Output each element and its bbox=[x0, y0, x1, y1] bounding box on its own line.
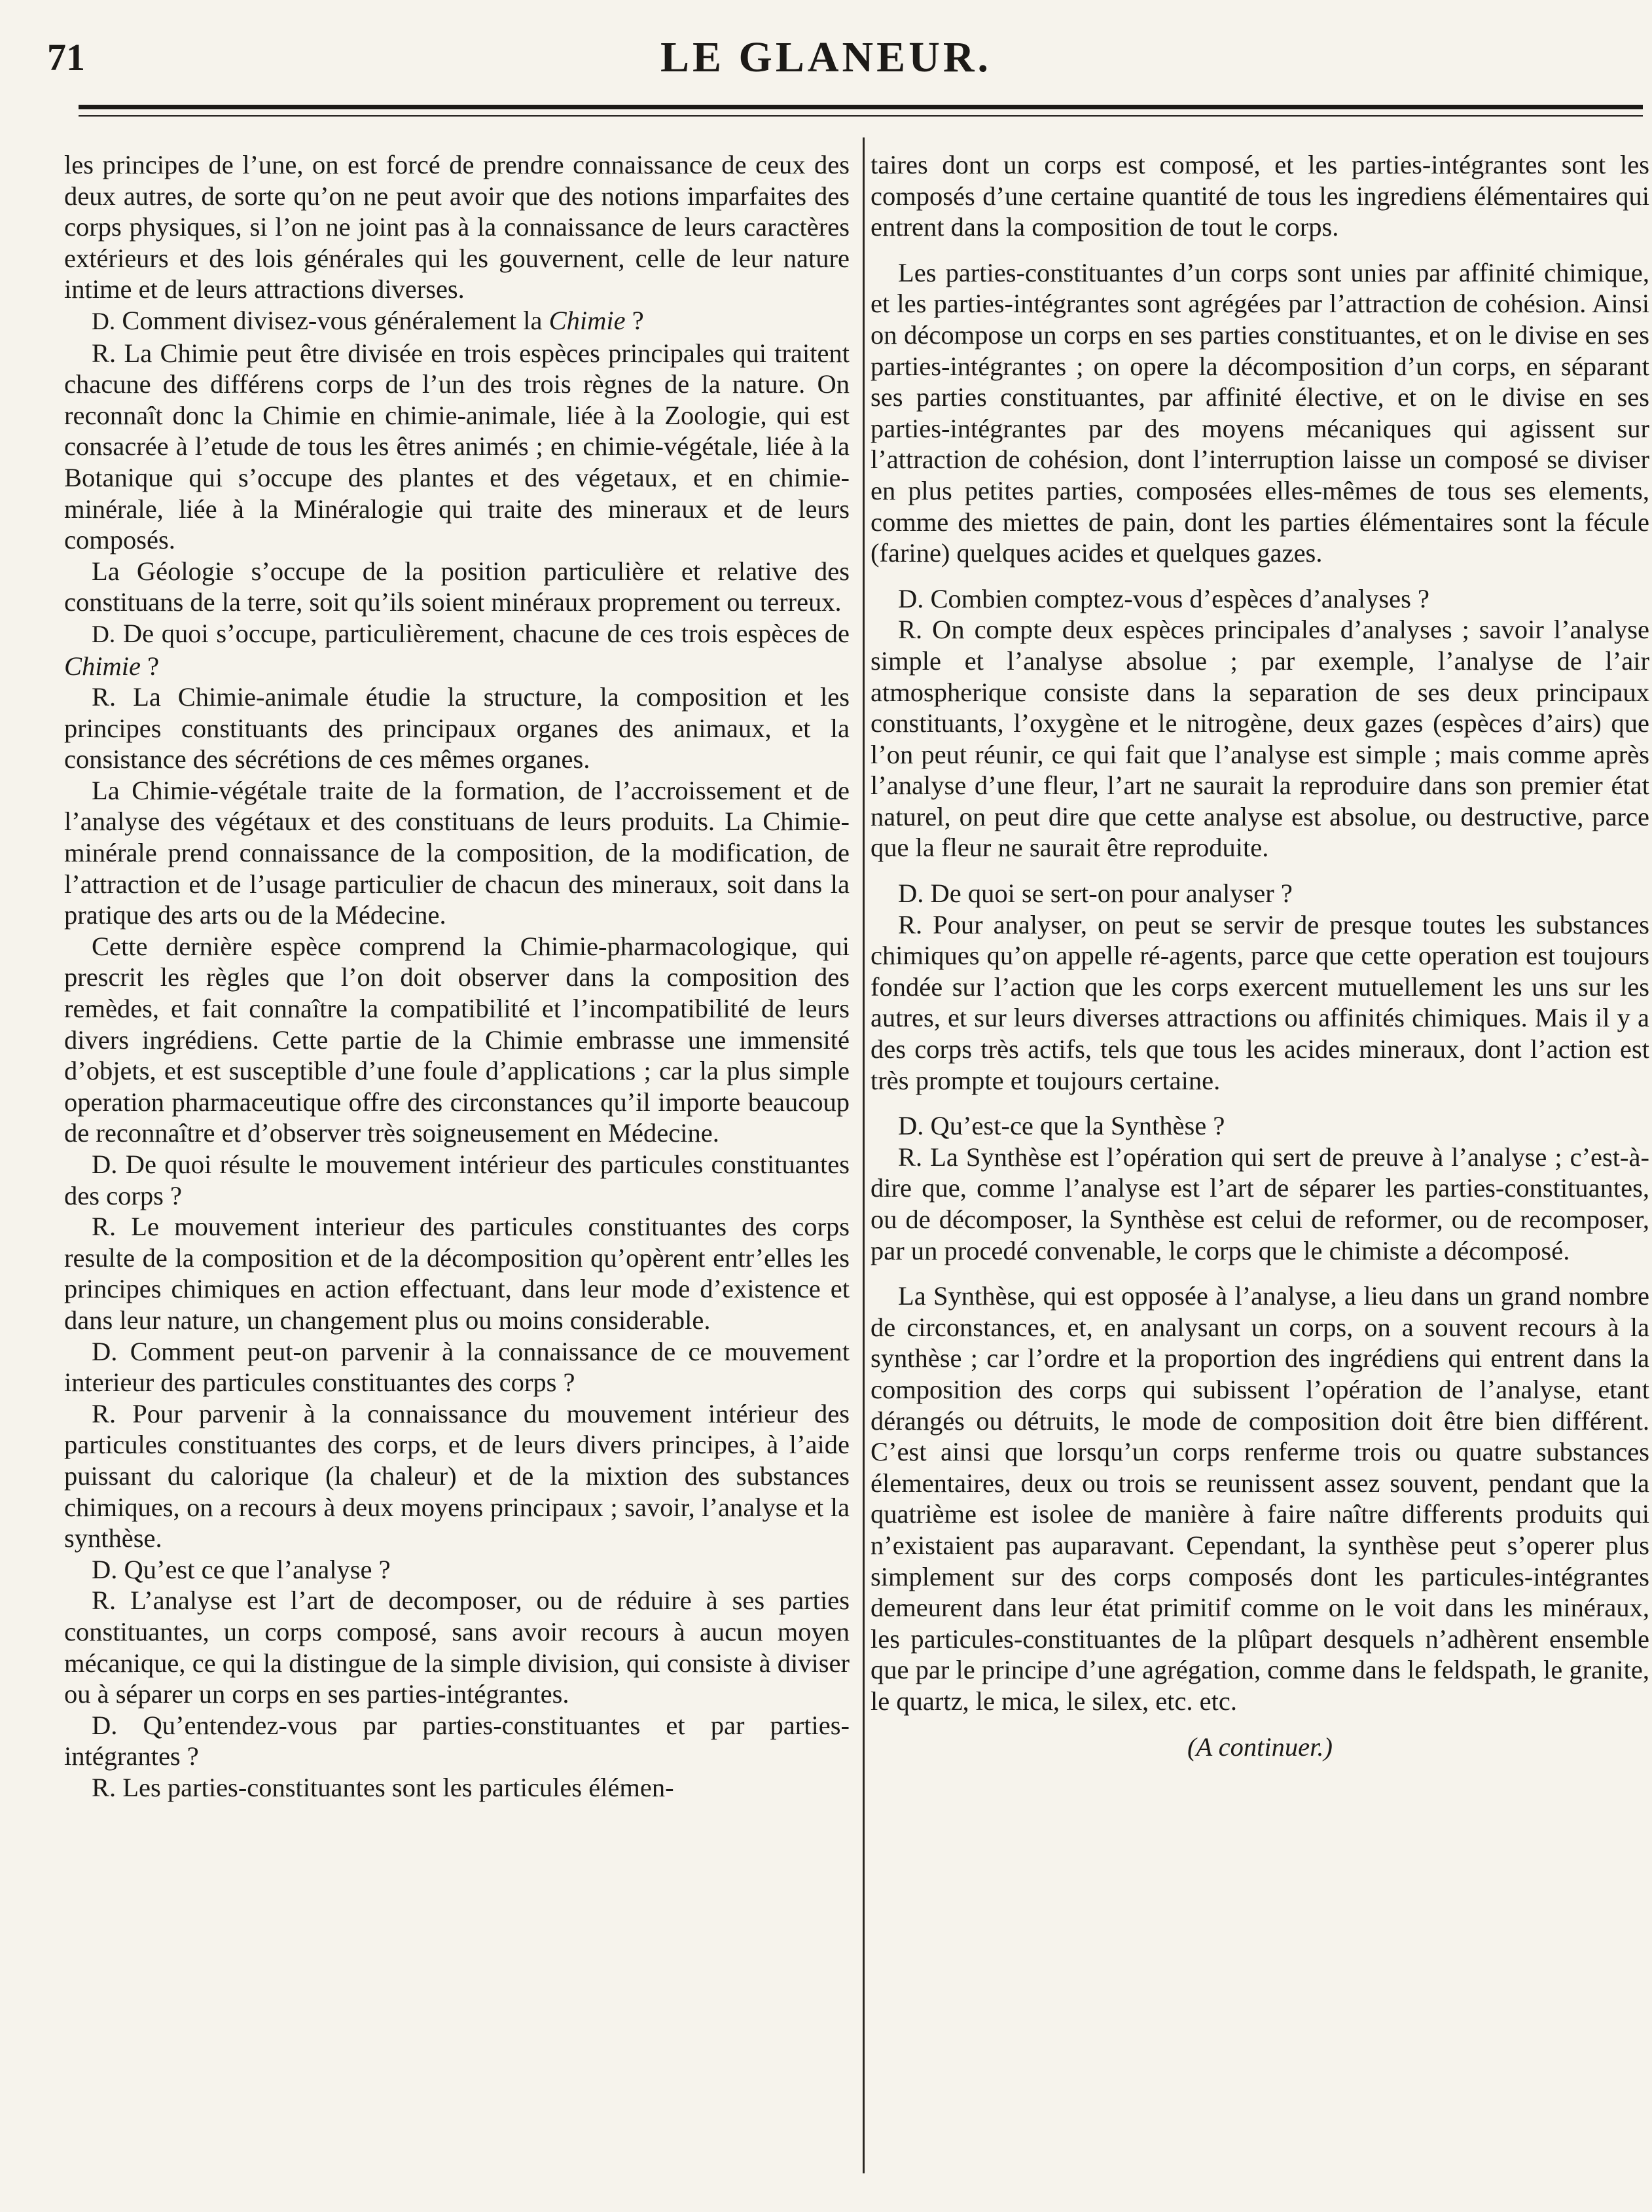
to-be-continued: (A continuer.) bbox=[1187, 1732, 1333, 1762]
page-number: 71 bbox=[47, 36, 85, 79]
left-question-5: D. Qu’est ce que l’analyse ? bbox=[92, 1554, 391, 1584]
right-question-1: D. Combien comptez-vous d’espèces d’analyses ? bbox=[898, 583, 1429, 613]
left-paragraph-vegetale: La Chimie-végétale traite de la formation, de l’accroissement et de l’analyse des végétaux et des constituans de leurs produits. La Chimie-minérale prend connaissance de la composition, de la modification, de l’attraction et de l’usage particulier de chacun des mineraux, soit dans la pratique des arts ou de la Médecine. bbox=[64, 775, 850, 930]
left-question-2: D. De quoi s’occupe, particulièrement, chacune de ces trois espèces de Chimie ? bbox=[64, 618, 850, 681]
left-answer-6: R. Les parties-constituantes sont les particules élémen- bbox=[92, 1772, 674, 1802]
left-paragraph-1: les principes de l’une, on est forcé de prendre connaissance de ceux des deux autres, de sorte qu’on ne peut avoir que des notions imparfaites des corps physiques, si l’on ne joint pas à la connaissance de leurs caractères extérieurs et des lois générales qui les gouvernent, celle de leur nature intime et de leurs attractions diverses. bbox=[64, 150, 850, 304]
left-paragraph-pharmacologique: Cette dernière espèce comprend la Chimie-pharmacologique, qui prescrit les règles que l’on doit observer dans la composition des remèdes, et fait connaître la compatibilité et l’incompatibilité de leurs divers ingrédiens. Cette partie de la Chimie embrasse une immensité d’objets, et est susceptible d’une foule d’applications ; car la plus simple operation pharmaceutique offre des circonstances qu’il importe beaucoup de reconnaître et d’observer très soigneusement en Médecine. bbox=[64, 931, 850, 1148]
left-question-4: D. Comment peut-on parvenir à la connaissance de ce mouvement interieur des particules constituantes des corps ? bbox=[64, 1336, 850, 1398]
header-rule-thin bbox=[79, 115, 1643, 117]
column-divider bbox=[863, 137, 865, 2173]
left-question-1: D. Comment divisez-vous généralement la Chimie ? bbox=[92, 305, 644, 335]
right-column bbox=[871, 149, 1649, 1762]
left-answer-1: R. La Chimie peut être divisée en trois espèces principales qui traitent chacune des différens corps de l’un des trois règnes de la nature. On reconnaît donc la Chimie en chimie-animale, liée à la Zoologie, qui est consacrée à l’etude de tous les êtres animés ; en chimie-végétale, liée à la Botanique qui s’occupe des plantes et des végetaux, et en chimie-minérale, liée à la Minéralogie qui traite des mineraux et de leurs composés. bbox=[64, 338, 850, 555]
left-answer-4: R. Pour parvenir à la connaissance du mouvement intérieur des particules constituantes des corps, et de leurs divers principes, à l’aide puissant du calorique (la chaleur) et de la mixtion des substances chimiques, on a recours à deux moyens principaux ; savoir, l’analyse et la synthèse. bbox=[64, 1398, 850, 1553]
right-answer-2: R. Pour analyser, on peut se servir de presque toutes les substances chimiques qu’on appelle ré-agents, parce que cette operation est toujours fondée sur l’action que les corps exercent mutuellement les uns sur les autres, et sur leurs diverses attractions ou affinités chimiques. Mais il y a des corps très actifs, tels que tous les acides mineraux, dont l’action est très prompte et toujours certaine. bbox=[871, 909, 1649, 1095]
left-paragraph-geologie: La Géologie s’occupe de la position particulière et relative des constituans de la terre, soit qu’ils soient minéraux proprement ou terreux. bbox=[64, 556, 850, 617]
right-question-3: D. Qu’est-ce que la Synthèse ? bbox=[898, 1111, 1225, 1141]
right-answer-3: R. La Synthèse est l’opération qui sert de preuve à l’analyse ; c’est-à-dire que, comme l’analyse est l’art de séparer les parties-constituantes, ou de décomposer, la Synthèse est celui de reformer, ou de recomposer, par un procedé convenable, le corps que le chimiste a décomposé. bbox=[871, 1142, 1649, 1265]
left-answer-5: R. L’analyse est l’art de decomposer, ou de réduire à ses parties constituantes, un corps composé, sans avoir recours à aucun moyen mécanique, ce qui la distingue de la simple division, qui consiste à diviser ou à séparer un corps en ses parties-intégrantes. bbox=[64, 1586, 850, 1709]
masthead-title: LE GLANEUR. bbox=[660, 33, 992, 81]
left-answer-3: R. Le mouvement interieur des particules constituantes des corps resulte de la composition et de la décomposition qu’opèrent entr’elles les principes chimiques en action effectuant, dans leur mode d’existence et dans leur nature, un changement plus ou moins considerable. bbox=[64, 1212, 850, 1335]
left-question-6: D. Qu’entendez-vous par parties-constituantes et par parties-intégrantes ? bbox=[64, 1710, 850, 1771]
left-answer-2: R. La Chimie-animale étudie la structure, la composition et les principes constituants des principaux organes des animaux, et la consistance des sécrétions de ces mêmes organes. bbox=[64, 682, 850, 774]
right-paragraph-2: Les parties-constituantes d’un corps sont unies par affinité chimique, et les parties-intégrantes sont agrégées par l’attraction de cohésion. Ainsi on décompose un corps en ses parties constituantes, et on le divise en ses parties-intégrantes ; on opere la décomposition d’un corps, en séparant ses parties constituantes, par affinité élective, et on le divise en ses parties-intégrantes par des moyens mécaniques qui agissent sur l’attraction de cohésion, dont l’interruption laisse un composé se diviser en plus petites parties, composées elles-mêmes de tous ses elements, comme des miettes de pain, dont les parties élémentaires sont la fécule (farine) quelques acides et quelques gazes. bbox=[871, 257, 1649, 568]
right-answer-1: R. On compte deux espèces principales d’analyses ; savoir l’analyse simple et l’analyse absolue ; par exemple, l’analyse de l’air atmospherique consiste dans la separation de ses deux principaux constituants, l’oxygène et le nitrogène, deux gazes (espèces d’airs) que l’on peut réunir, ce qui fait que l’analyse est simple ; mais comme après l’analyse d’une fleur, l’art ne saurait la reproduire dans son premier état naturel, on peut dire que cette analyse est absolue, ou destructive, parce que la fleur ne saurait être reproduite. bbox=[871, 615, 1649, 863]
right-question-2: D. De quoi se sert-on pour analyser ? bbox=[898, 879, 1293, 909]
header-rule-thick bbox=[79, 105, 1643, 109]
right-paragraph-synthese: La Synthèse, qui est opposée à l’analyse, a lieu dans un grand nombre de circonstances, et, en analysant un corps, on a souvent recours à la synthèse ; car l’ordre et la proportion des ingrédiens qui entrent dans la composition des corps qui subissent l’opération de l’analyse, etant dérangés ou détruits, le mode de composition doit être bien différent. C’est ainsi que lorsqu’un corps renferme trois ou quatre substances élementaires, deux ou trois se reunissent assez souvent, pendant que la quatrième est isolee de manière à faire naître differents produits qui n’existaient pas auparavant. Cependant, la synthèse peut s’operer plus simplement sur des corps composés dont les particules-intégrantes demeurent dans leur état primitif comme on le voit dans les minéraux, les particules-constituantes de la plûpart desquels n’adhèrent ensemble que par le principe d’une agrégation, comme dans le feldspath, le granite, le quartz, le mica, le silex, etc. etc. bbox=[871, 1281, 1649, 1716]
right-paragraph-1: taires dont un corps est composé, et les parties-intégrantes sont les composés d’une certaine quantité de tous les ingrediens élémentaires qui entrent dans la composition de tout le corps. bbox=[871, 150, 1649, 242]
left-column bbox=[64, 149, 850, 1803]
left-question-3: D. De quoi résulte le mouvement intérieur des particules constituantes des corps ? bbox=[64, 1150, 850, 1210]
